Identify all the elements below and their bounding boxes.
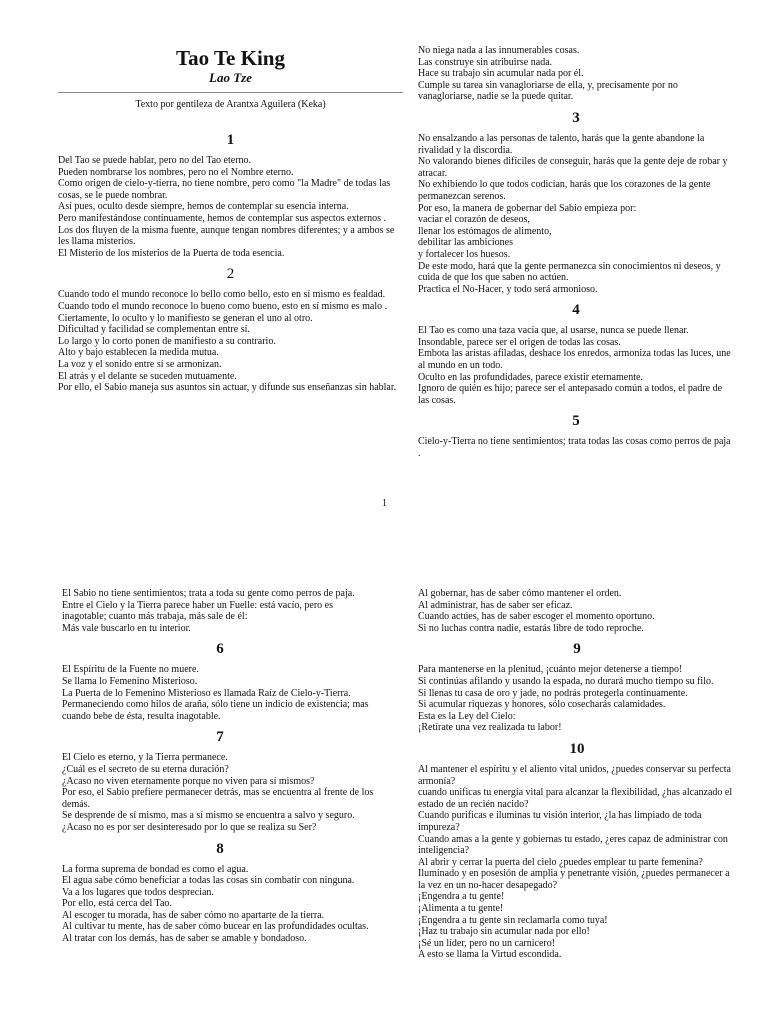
document-author: Lao Tze <box>209 70 252 85</box>
document-title: Tao Te King <box>176 46 285 70</box>
chapter-8-continuation <box>418 588 736 634</box>
chapter-4-text <box>418 325 734 406</box>
chapter-2-continuation <box>418 45 734 103</box>
chapter-4-heading: 4 <box>572 302 580 319</box>
paragraph: debilitar las ambiciones <box>418 237 513 249</box>
paragraph: Así pues, oculto desde siempre, hemos de contemplar su esencia interna. <box>58 201 349 213</box>
paragraph: ¿Cuál es el secreto de su eterna duración? <box>62 763 229 775</box>
chapter-5-continuation <box>62 588 378 634</box>
chapter-8-text <box>62 864 378 945</box>
paragraph: Si acumular riquezas y honores, sólo cosecharás calamidades. <box>418 699 666 711</box>
paragraph: Practica el No-Hacer, y todo será armonioso. <box>418 283 598 295</box>
paragraph: ¿Acaso no viven eternamente porque no viven para sí mismos? <box>62 775 315 787</box>
paragraph: Cuando todo el mundo reconoce lo bello como bello, esto en sí mismo es fealdad. <box>58 289 386 301</box>
paragraph: No ensalzando a las personas de talento, harás que la gente abandone la rivalidad y la discordia. <box>418 132 705 156</box>
paragraph: Alto y bajo establecen la medida mutua. <box>58 347 219 359</box>
paragraph: Dificultad y facilidad se complementan entre sí. <box>58 324 250 336</box>
paragraph: ¡Sé un líder, pero no un carnicero! <box>418 937 556 949</box>
paragraph: Para mantenerse en la plenitud, ¡cuánto mejor detenerse a tiempo! <box>418 664 683 676</box>
chapter-2-heading: 2 <box>226 266 235 283</box>
paragraph: Insondable, parece ser el origen de todas las cosas. <box>418 336 621 348</box>
chapter-7-text <box>62 752 378 833</box>
paragraph: ¡Retírate una vez realizada tu labor! <box>418 722 562 734</box>
page1-left-column <box>58 46 403 394</box>
credit-line: Texto por gentileza de Arantxa Aguilera (Keka) <box>135 99 326 110</box>
paragraph: ¡Engendra a tu gente! <box>418 891 505 903</box>
paragraph: Los dos fluyen de la misma fuente, aunque tengan nombres diferentes; y a ambos se les llama misterios. <box>58 224 395 248</box>
paragraph: Cumple su tarea sin vanagloriarse de ella, y, precisamente por no vanagloriarse, nadie se la puede quitar. <box>418 79 678 103</box>
chapter-1-text <box>58 155 403 259</box>
paragraph: Cielo-y-Tierra no tiene sentimientos; trata todas las cosas como perros de paja . <box>418 436 731 460</box>
chapter-5-heading: 5 <box>572 413 580 430</box>
paragraph: Cuando todo el mundo reconoce lo bueno como bueno, esto en sí mismo es malo . <box>58 300 388 312</box>
paragraph: Esta es la Ley del Cielo: <box>418 710 516 722</box>
paragraph: Oculto en las profundidades, parece existir eternamente. <box>418 371 643 383</box>
paragraph: Por ello, el Sabio maneja sus asuntos sin actuar, y difunde sus enseñanzas sin hablar. <box>58 382 397 394</box>
chapter-3-text <box>418 133 734 295</box>
paragraph: llenar los estómagos de alimento, <box>418 225 552 237</box>
paragraph: Por eso, la manera de gobernar del Sabio empieza por: <box>418 202 637 214</box>
paragraph: Más vale buscarlo en tu interior. <box>62 622 191 634</box>
paragraph: No exhibiendo lo que todos codician, harás que los corazones de la gente permanezcan serenos. <box>418 179 711 202</box>
chapter-10-heading: 10 <box>569 740 585 757</box>
page-2 <box>0 524 768 1024</box>
paragraph: Ignoro de quién es hijo; parece ser el antepasado común a todos, el padre de las cosas. <box>418 383 723 406</box>
paragraph: Al escoger tu morada, has de saber cómo no apartarte de la tierra. <box>62 909 325 921</box>
paragraph: Las construye sin atribuirse nada. <box>418 56 553 68</box>
paragraph: Cuando purificas e iluminas tu visión interior, ¿la has limpiado de toda impureza? <box>418 810 702 833</box>
paragraph: Al abrir y cerrar la puerta del cielo ¿puedes emplear tu parte femenina? <box>418 856 703 868</box>
paragraph: La forma suprema de bondad es como el agua. <box>62 863 249 875</box>
paragraph: vaciar el corazón de deseos, <box>418 214 530 226</box>
paragraph: Ciertamente, lo oculto y lo manifiesto se generan el uno al otro. <box>58 312 313 324</box>
paragraph: ¡Alimenta a tu gente! <box>418 903 504 915</box>
paragraph: El agua sabe cómo beneficiar a todas las cosas sin combatir con ninguna. <box>62 875 355 887</box>
chapter-10-text <box>418 764 736 961</box>
chapter-9-heading: 9 <box>573 641 581 658</box>
paragraph: La Puerta de lo Femenino Misterioso es llamada Raíz de Cielo-y-Tierra. <box>62 687 351 699</box>
paragraph: ¡Engendra a tu gente sin reclamarla como tuya! <box>418 914 608 926</box>
paragraph: ¡Haz tu trabajo sin acumular nada por ello! <box>418 926 590 938</box>
paragraph: Del Tao se puede hablar, pero no del Tao eterno. <box>58 155 252 166</box>
chapter-1-heading: 1 <box>226 132 235 148</box>
page1-right-column <box>418 45 734 460</box>
paragraph: El Sabio no tiene sentimientos; trata a toda su gente como perros de paja. <box>62 588 355 599</box>
paragraph: Hace su trabajo sin acumular nada por él. <box>418 68 584 80</box>
paragraph: Se llama lo Femenino Misterioso. <box>62 675 198 687</box>
paragraph: El Tao es como una taza vacía que, al usarse, nunca se puede llenar. <box>418 325 689 337</box>
chapter-9-text <box>418 664 736 734</box>
page-number: 1 <box>382 498 387 509</box>
chapter-3-heading: 3 <box>572 109 580 126</box>
chapter-8-heading: 8 <box>216 840 224 857</box>
paragraph: La voz y el sonido entre sí se armonizan. <box>58 358 222 370</box>
paragraph: Al administrar, has de saber ser eficaz. <box>418 599 573 611</box>
paragraph: Pero manifestándose continuamente, hemos de contemplar sus aspectos externos . <box>58 212 386 224</box>
paragraph: Iluminado y en posesión de amplia y penetrante visión, ¿puedes permanecer a la vez en un no-hacer desapegado? <box>418 868 730 891</box>
chapter-2-text <box>58 289 403 393</box>
title-divider <box>58 92 403 93</box>
paragraph: Entre el Cielo y la Tierra parece haber un Fuelle: está vacío, pero es inagotable; cuanto más trabaja, más sale de él: <box>62 599 334 623</box>
paragraph: No valorando bienes difíciles de conseguir, harás que la gente deje de robar y atracar. <box>418 156 728 179</box>
paragraph: Permaneciendo como hilos de araña, sólo tiene un indicio de existencia; mas cuando bebe de ésta, resulta inagotable. <box>62 699 369 722</box>
paragraph: Va a los lugares que todos desprecian. <box>62 886 214 898</box>
paragraph: Cuando actúes, has de saber escoger el momento oportuno. <box>418 611 655 623</box>
paragraph: Como origen de cielo-y-tierra, no tiene nombre, pero como "la Madre" de todas las cosas, se le puede nombrar. <box>58 178 391 201</box>
paragraph: y fortalecer los huesos. <box>418 248 511 260</box>
paragraph: Al gobernar, has de saber cómo mantener el orden. <box>418 588 622 599</box>
page2-left-column <box>62 588 378 945</box>
paragraph: Al tratar con los demás, has de saber se amable y bondadoso. <box>62 933 307 945</box>
paragraph: Embota las aristas afiladas, deshace los enredos, armoniza todas las luces, une al mundo en un todo. <box>418 348 731 372</box>
chapter-6-text <box>62 664 378 722</box>
paragraph: Si continúas afilando y usando la espada, no durará mucho tiempo su filo. <box>418 675 714 687</box>
paragraph: Por ello, está cerca del Tao. <box>62 898 172 910</box>
page2-right-column <box>418 588 736 961</box>
chapter-6-heading: 6 <box>216 641 224 658</box>
paragraph: Por eso, el Sabio prefiere permanecer detrás, mas se encuentra al frente de los demás. <box>62 787 374 810</box>
paragraph: Al cultivar tu mente, has de saber cómo bucear en las profundidades ocultas. <box>62 921 369 933</box>
paragraph: A esto se llama la Virtud escondida. <box>418 949 562 961</box>
paragraph: El Misterio de los misterios de la Puerta de toda esencia. <box>58 247 285 259</box>
paragraph: El Espíritu de la Fuente no muere. <box>62 664 199 676</box>
paragraph: Cuando amas a la gente y gobiernas tu estado, ¿eres capaz de administrar con inteligencia? <box>418 833 728 857</box>
paragraph: De este modo, hará que la gente permanezca sin conocimientos ni deseos, y cuida de que los que saben no actúen. <box>418 260 721 284</box>
paragraph: El atrás y el delante se suceden mutuamente. <box>58 370 237 382</box>
paragraph: El Cielo es eterno, y la Tierra permanece. <box>62 752 228 764</box>
paragraph: No niega nada a las innumerables cosas. <box>418 45 580 56</box>
paragraph: cuando unificas tu energía vital para alcanzar la flexibilidad, ¿has alcanzado el estado de un recién nacido? <box>418 787 733 810</box>
paragraph: Si no luchas contra nadie, estarás libre de todo reproche. <box>418 622 644 634</box>
paragraph: ¿Acaso no es por ser desinteresado por lo que se realiza su Ser? <box>62 821 317 833</box>
paragraph: Si llenas tu casa de oro y jade, no podrás protegerla continuamente. <box>418 687 688 699</box>
paragraph: Al mantener el espíritu y el aliento vital unidos, ¿puedes conservar su perfecta armonía? <box>418 763 731 787</box>
paragraph: Se desprende de sí mismo, mas a sí mismo se encuentra a salvo y seguro. <box>62 810 355 822</box>
chapter-5-text <box>418 436 734 459</box>
paragraph: Pueden nombrarse los nombres, pero no el Nombre eterno. <box>58 166 294 178</box>
paragraph: Lo largo y lo corto ponen de manifiesto a su contrario. <box>58 335 276 347</box>
chapter-7-heading: 7 <box>216 729 224 746</box>
